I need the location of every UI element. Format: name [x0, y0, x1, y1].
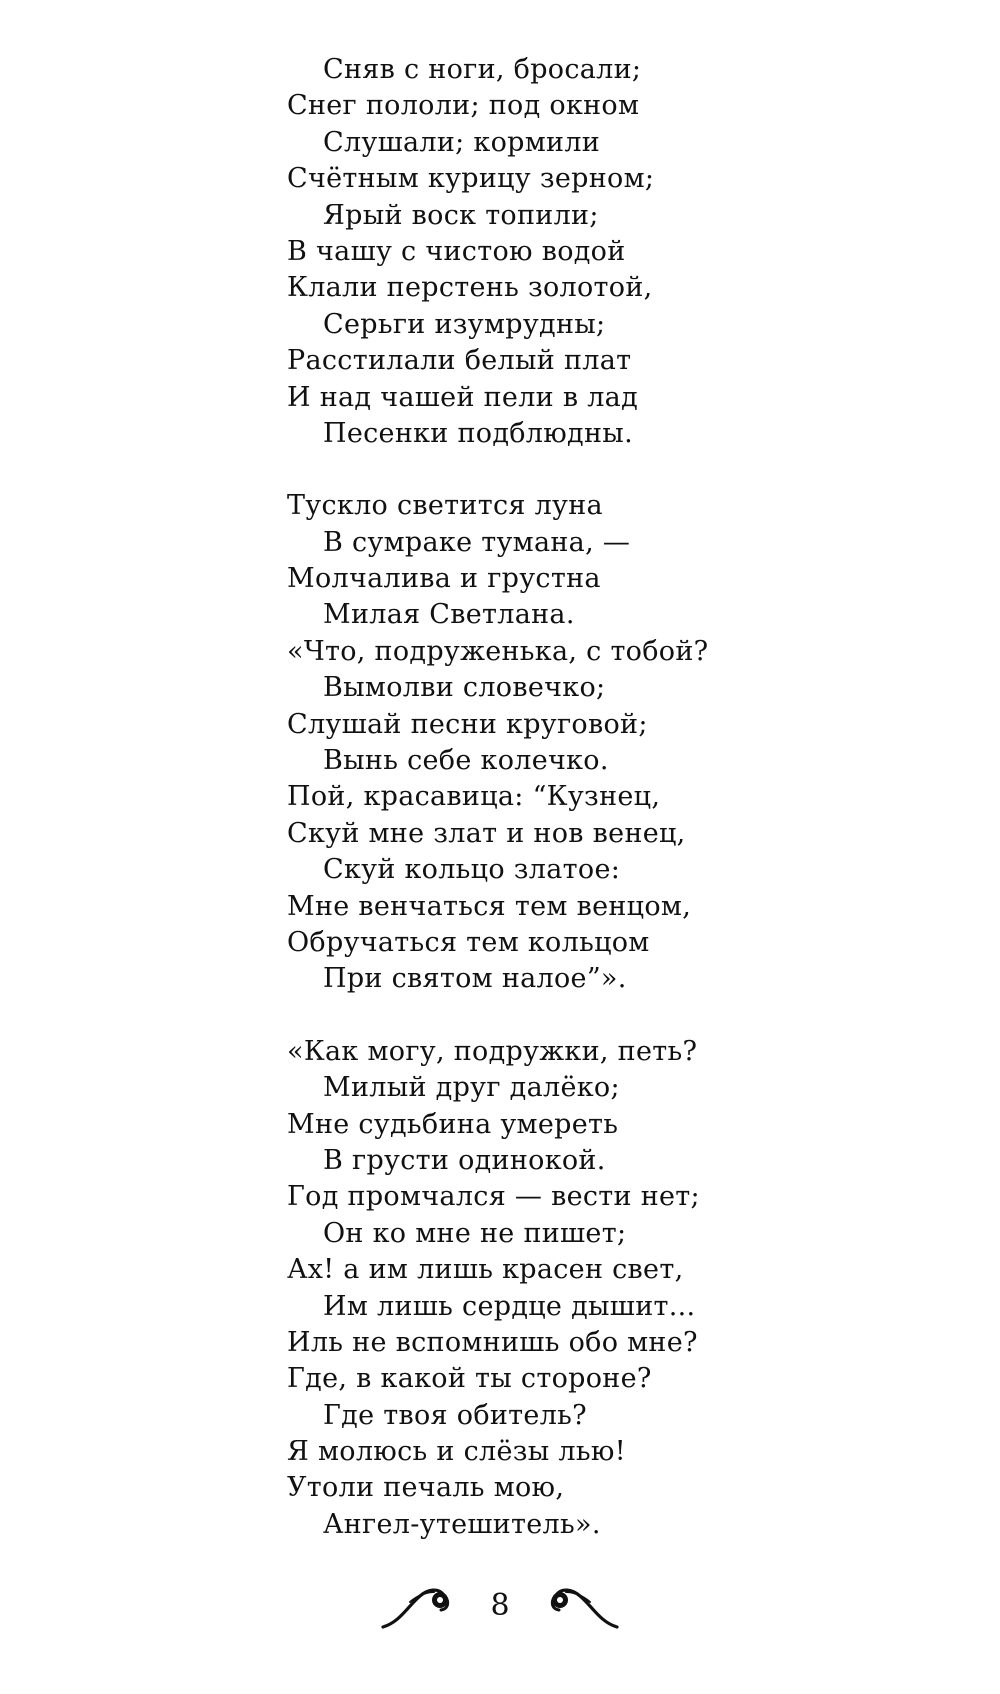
poem-line: Молчалива и грустна [287, 563, 601, 595]
poem-line: Обручаться тем кольцом [287, 926, 650, 958]
poem-line: Милый друг далёко; [323, 1072, 620, 1104]
stanza [287, 52, 887, 452]
poem-line: Я молюсь и слёзы лью! [287, 1436, 626, 1468]
poem-line: Скуй мне злат и нов венец, [287, 817, 686, 849]
poem-line: При святом налое”». [323, 963, 627, 995]
poem-text [287, 52, 887, 1543]
poem-line: В чашу с чистою водой [287, 235, 626, 267]
poem-line: В грусти одинокой. [323, 1144, 606, 1176]
poem-line: Ярый воск топили; [323, 199, 599, 231]
poem-line: Слушали; кормили [323, 126, 601, 158]
poem-line: Мне венчаться тем венцом, [287, 890, 692, 922]
poem-line: Слушай песни круговой; [287, 708, 648, 740]
poem-line: Он ко мне не пишет; [323, 1217, 627, 1249]
poem-line: Ах! а им лишь красен свет, [287, 1254, 684, 1286]
poem-line: «Что, подруженька, с тобой? [287, 635, 709, 667]
poem-line: Песенки подблюдны. [323, 417, 633, 449]
poem-line: Милая Светлана. [323, 599, 575, 631]
poem-line: Ангел-утешитель». [323, 1508, 601, 1540]
poem-line: Где, в какой ты стороне? [287, 1363, 652, 1395]
swirl-ornament-left-icon [383, 1590, 448, 1627]
poem-line: В сумраке тумана, — [323, 526, 631, 558]
swirl-ornament-right-icon [552, 1590, 617, 1627]
stanza [287, 1034, 887, 1543]
poem-line: Мне судьбина умереть [287, 1108, 619, 1140]
poem-line: «Как могу, подружки, петь? [287, 1035, 698, 1067]
poem-line: Счётным курицу зерном; [287, 163, 655, 195]
page-footer [0, 1572, 1000, 1642]
poem-line: Вымолви словечко; [323, 672, 606, 704]
poem-line: Клали перстень золотой, [287, 272, 653, 304]
stanza [287, 488, 887, 997]
poem-line: Им лишь сердце дышит... [323, 1290, 696, 1322]
poem-line: Сняв с ноги, бросали; [323, 54, 642, 85]
poem-line: Пой, красавица: “Кузнец, [287, 781, 661, 813]
poem-line: И над чашей пели в лад [287, 381, 638, 413]
poem-line: Где твоя обитель? [323, 1399, 587, 1431]
poem-line: Вынь себе колечко. [323, 745, 609, 777]
page-number: 8 [490, 1588, 510, 1623]
poem-line: Иль не вспомнишь обо мне? [287, 1326, 698, 1358]
poem-line: Серьги изумрудны; [323, 308, 606, 340]
poem-line: Скуй кольцо златое: [323, 854, 621, 886]
poem-line: Снег пололи; под окном [287, 90, 640, 122]
poem-line: Расстилали белый плат [287, 345, 632, 377]
poem-line: Утоли печаль мою, [287, 1472, 565, 1504]
poem-line: Тускло светится луна [287, 490, 603, 522]
poem-line: Год промчался — вести нет; [287, 1181, 700, 1213]
